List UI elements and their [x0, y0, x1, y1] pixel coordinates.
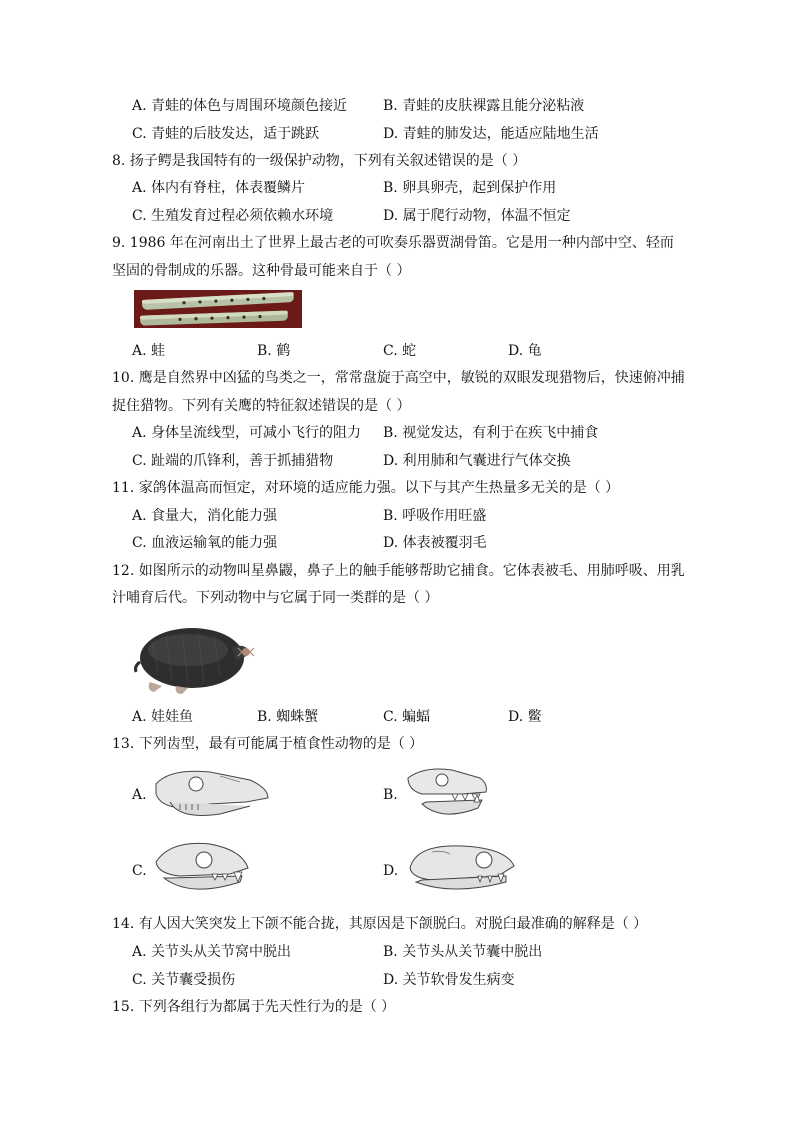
q12-option-c: C. 蝙蝠: [383, 709, 431, 725]
skull-c-image: [150, 838, 254, 900]
skull-d-image: [402, 838, 522, 900]
q11-option-a: A. 食量大，消化能力强: [132, 508, 278, 524]
bone-flute-image: [134, 290, 302, 328]
q11-option-c: C. 血液运输氧的能力强: [132, 535, 278, 551]
q7-option-d: D. 青蛙的肺发达，能适应陆地生活: [383, 126, 599, 142]
q7-option-b: B. 青蛙的皮肤裸露且能分泌粘液: [383, 98, 585, 114]
skull-b-image: [402, 764, 492, 826]
q7-option-c: C. 青蛙的后肢发达，适于跳跃: [132, 126, 320, 142]
q14-stem: 14. 有人因大笑突发上下颌不能合拢，其原因是下颌脱臼。对脱臼最准确的解释是（ ）: [112, 916, 648, 932]
star-nosed-mole-image: [132, 612, 256, 696]
q10-stem-line1: 10. 鹰是自然界中凶猛的鸟类之一，常常盘旋于高空中，敏锐的双眼发现猎物后，快速俯冲捕: [112, 370, 685, 386]
mole-illustration: [132, 612, 256, 696]
q9-option-b: B. 鹤: [257, 343, 291, 359]
q13-option-c-label: C.: [132, 863, 147, 879]
q15-stem: 15. 下列各组行为都属于先天性行为的是（ ）: [112, 999, 396, 1015]
q14-option-c: C. 关节囊受损伤: [132, 972, 236, 988]
carnivore-skull-illustration: [402, 764, 492, 826]
q11-stem: 11. 家鸽体温高而恒定，对环境的适应能力强。以下与其产生热量多无关的是（ ）: [112, 480, 620, 496]
q9-stem-line2: 坚固的骨制成的乐器。这种骨最可能来自于（ ）: [112, 263, 411, 279]
q10-option-a: A. 身体呈流线型，可减小飞行的阻力: [132, 425, 362, 441]
q9-option-a: A. 蛙: [132, 343, 166, 359]
q13-option-b-label: B.: [383, 787, 398, 803]
q7-option-a: A. 青蛙的体色与周围环境颜色接近: [132, 98, 348, 114]
q12-stem-line1: 12. 如图所示的动物叫星鼻鼹，鼻子上的触手能够帮助它捕食。它体表被毛、用肺呼吸、用乳: [112, 563, 685, 579]
q11-option-b: B. 呼吸作用旺盛: [383, 508, 487, 524]
q14-option-b: B. 关节头从关节囊中脱出: [383, 944, 543, 960]
q12-stem-line2: 汁哺育后代。下列动物中与它属于同一类群的是（ ）: [112, 590, 439, 606]
q9-option-d: D. 龟: [508, 343, 542, 359]
q13-option-d-label: D.: [383, 863, 399, 879]
q14-option-d: D. 关节软骨发生病变: [383, 972, 515, 988]
q8-option-c: C. 生殖发育过程必须依赖水环境: [132, 208, 334, 224]
skull-a-image: [150, 764, 272, 822]
q8-option-b: B. 卵具卵壳，起到保护作用: [383, 180, 557, 196]
q8-option-a: A. 体内有脊柱，体表覆鳞片: [132, 180, 306, 196]
q12-option-a: A. 娃娃鱼: [132, 709, 194, 725]
q10-option-b: B. 视觉发达，有利于在疾飞中捕食: [383, 425, 599, 441]
q9-option-c: C. 蛇: [383, 343, 417, 359]
q10-option-c: C. 趾端的爪锋利，善于抓捕猎物: [132, 453, 334, 469]
q13-stem: 13. 下列齿型，最有可能属于植食性动物的是（ ）: [112, 736, 424, 752]
q12-option-d: D. 鳖: [508, 709, 542, 725]
q11-option-d: D. 体表被覆羽毛: [383, 535, 487, 551]
q10-stem-line2: 捉住猎物。下列有关鹰的特征叙述错误的是（ ）: [112, 398, 411, 414]
q8-option-d: D. 属于爬行动物，体温不恒定: [383, 208, 571, 224]
omnivore-skull-illustration: [150, 838, 254, 900]
q14-option-a: A. 关节头从关节窝中脱出: [132, 944, 292, 960]
q8-stem: 8. 扬子鳄是我国特有的一级保护动物，下列有关叙述错误的是（ ）: [112, 153, 527, 169]
q10-option-d: D. 利用肺和气囊进行气体交换: [383, 453, 571, 469]
q12-option-b: B. 蜘蛛蟹: [257, 709, 319, 725]
bone-flute-illustration: [134, 290, 302, 328]
q9-stem-line1: 9. 1986 年在河南出土了世界上最古老的可吹奏乐器贾湖骨笛。它是用一种内部中空、轻而: [112, 235, 674, 251]
q13-option-a-label: A.: [132, 787, 147, 803]
herbivore-skull-illustration: [150, 764, 272, 822]
insectivore-skull-illustration: [402, 838, 522, 900]
